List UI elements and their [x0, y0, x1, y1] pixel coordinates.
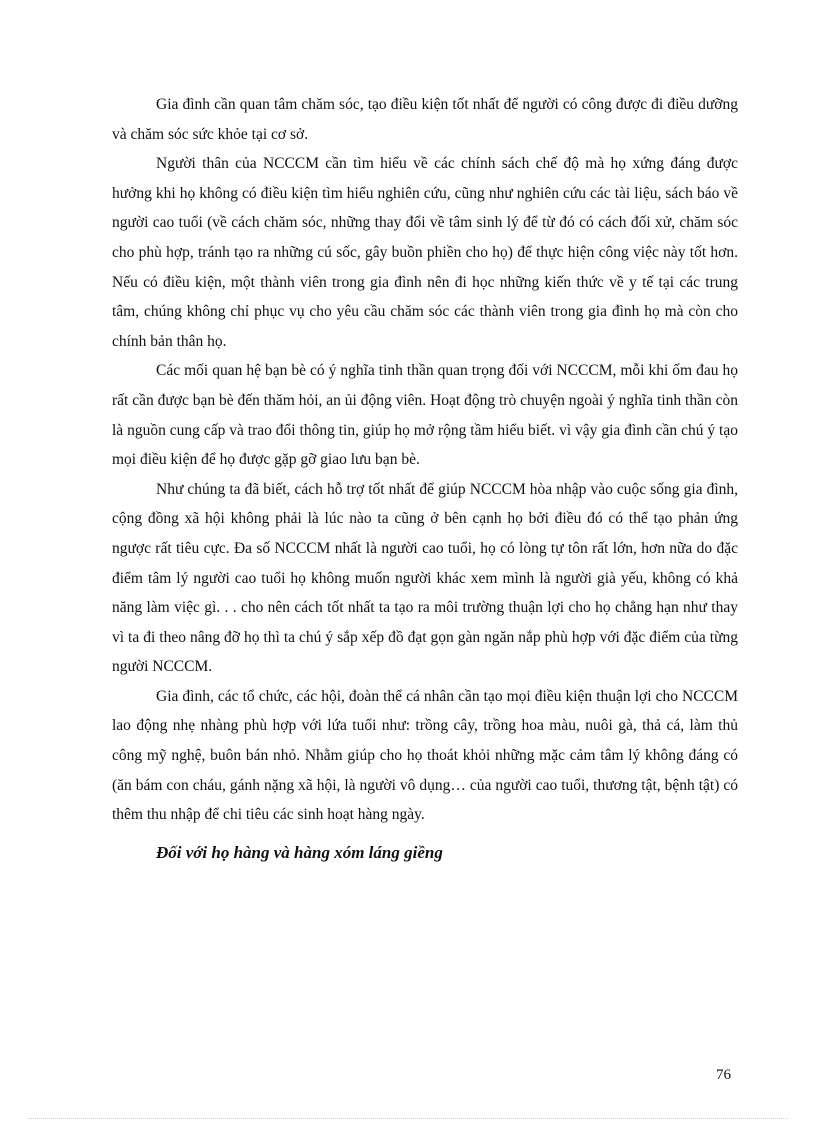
paragraph-4: Như chúng ta đã biết, cách hỗ trợ tốt nhất để giúp NCCCM hòa nhập vào cuộc sống gia đình, cộng đồng xã hội không phải là lúc nào ta cũng ở bên cạnh họ bởi điều đó có thể tạo phản ứng ngược rất tiêu cực. Đa số NCCCM nhất là người cao tuổi, họ có lòng tự tôn rất lớn, hơn nữa do đặc điểm tâm lý người cao tuổi họ không muốn người khác xem mình là người già yếu, không có khả năng làm việc gì. . . cho nên cách tốt nhất ta tạo ra môi trường thuận lợi cho họ chẳng hạn như thay vì ta đi theo nâng đỡ họ thì ta chú ý sắp xếp đồ đạt gọn gàn ngăn nắp phù hợp với đặc điểm của từng người NCCCM.	[112, 480, 738, 676]
page-number: 76	[716, 1067, 731, 1083]
section-heading: Đối với họ hàng và hàng xóm láng giềng	[156, 842, 443, 862]
paragraph-2: Người thân của NCCCM cần tìm hiểu về các chính sách chế độ mà họ xứng đáng được hưởng khi họ không có điều kiện tìm hiểu nghiên cứu, cũng như nghiên cứu các tài liệu, sách báo về người cao tuổi (về cách chăm sóc, những thay đổi về tâm sinh lý để từ đó có cách đối xử, chăm sóc cho phù hợp, tránh tạo ra những cú sốc, gây buồn phiền cho họ) để thực hiện công việc này tốt hơn. Nếu có điều kiện, một thành viên trong gia đình nên đi học những kiến thức về y tế tại các trung tâm, chúng không chỉ phục vụ cho yêu cầu chăm sóc các thành viên trong gia đình họ mà còn cho chính bản thân họ.	[112, 155, 738, 350]
body-text	[112, 90, 738, 868]
page-bottom-rule	[28, 1118, 788, 1119]
paragraph-5: Gia đình, các tổ chức, các hội, đoàn thể cá nhân cần tạo mọi điều kiện thuận lợi cho NCCCM lao động nhẹ nhàng phù hợp với lứa tuổi như: trồng cây, trồng hoa màu, nuôi gà, thả cá, làm thủ công mỹ nghệ, buôn bán nhỏ. Nhằm giúp cho họ thoát khỏi những mặc cảm tâm lý không đáng có (ăn bám con cháu, gánh nặng xã hội, là người vô dụng… của người cao tuổi, thương tật, bệnh tật) có thêm thu nhập để chi tiêu các sinh hoạt hàng ngày.	[112, 687, 738, 824]
paragraph-1: Gia đình cần quan tâm chăm sóc, tạo điều kiện tốt nhất để người có công được đi điều dưỡng và chăm sóc sức khỏe tại cơ sở.	[112, 96, 738, 143]
paragraph-3: Các mối quan hệ bạn bè có ý nghĩa tinh thần quan trọng đối với NCCCM, mỗi khi ốm đau họ rất cần được bạn bè đến thăm hỏi, an ủi động viên. Hoạt động trò chuyện ngoài ý nghĩa tinh thần còn là nguồn cung cấp và trao đổi thông tin, giúp họ mở rộng tầm hiểu biết. vì vậy gia đình cần chú ý tạo mọi điều kiện để họ được gặp gỡ giao lưu bạn bè.	[112, 362, 738, 469]
